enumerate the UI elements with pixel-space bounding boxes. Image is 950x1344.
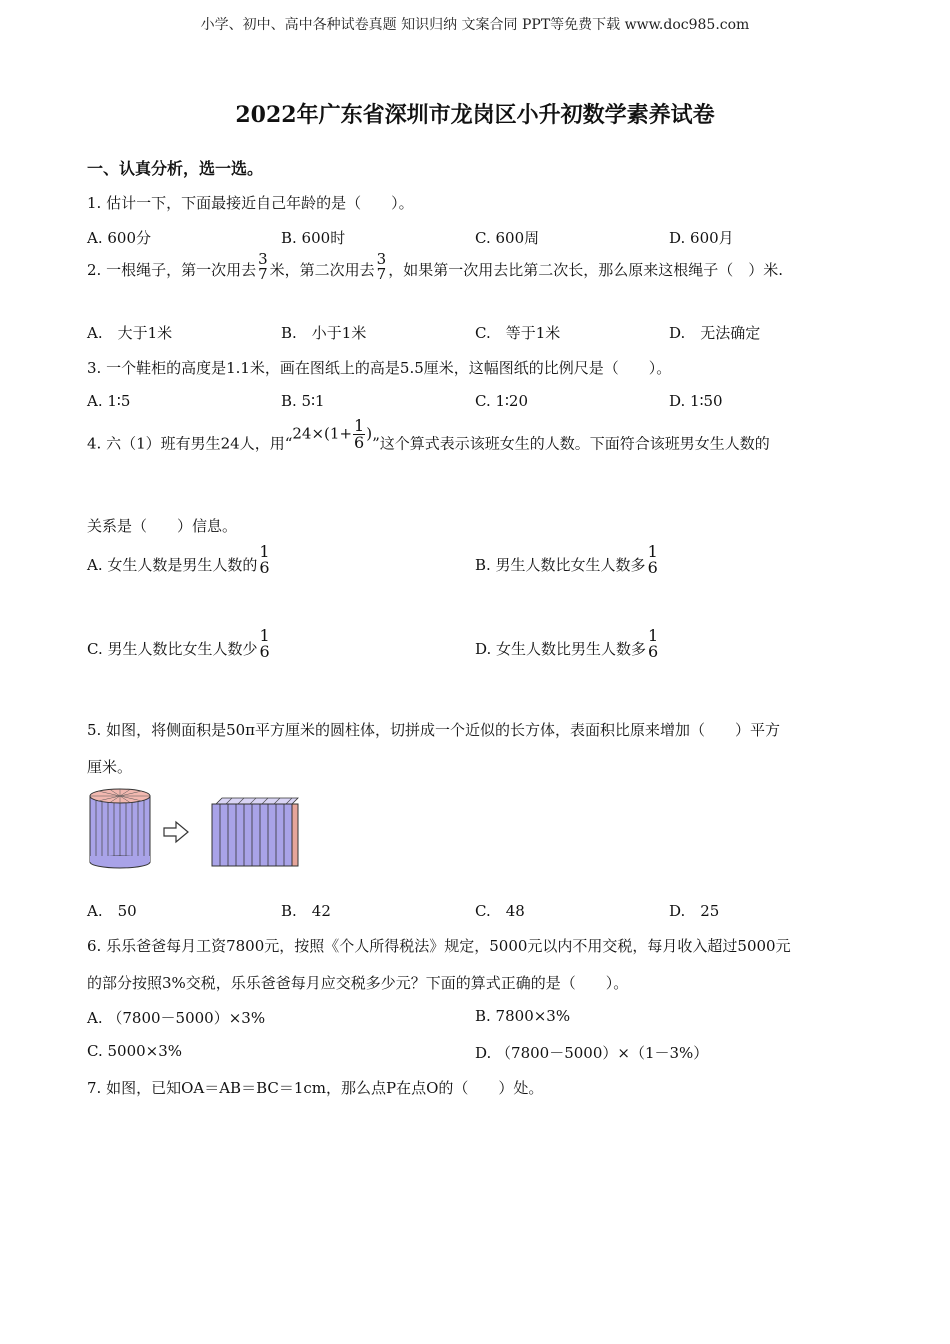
q2-text-3: ，如果第一次用去比第二次长，那么原来这根绳子（ ）米.: [388, 261, 783, 279]
q3-option-b: B. 5∶1: [281, 392, 325, 410]
q4-option-c: C. 男生人数比女生人数少 1 6: [87, 626, 270, 661]
question-5-line-2: 厘米。: [87, 758, 133, 776]
q5-option-c: C. 48: [475, 902, 525, 920]
q4-text-2: ”这个算式表示该班女生的人数。下面符合该班男女生人数的: [372, 434, 770, 453]
q6-option-b: B. 7800×3%: [475, 1007, 571, 1025]
question-5: 5. 如图，将侧面积是50π平方厘米的圆柱体，切拼成一个近似的长方体，表面积比原来增加（ ）平方: [87, 721, 781, 739]
q5-option-d: D. 25: [669, 902, 720, 920]
q6-option-a: A. （7800－5000）×3%: [87, 1009, 266, 1027]
q3-option-a: A. 1∶5: [87, 392, 131, 410]
page-header: 小学、初中、高中各种试卷真题 知识归纳 文案合同 PPT等免费下载 www.doc985.com: [200, 17, 750, 33]
q4-option-a: A. 女生人数是男生人数的 1 6: [87, 542, 270, 577]
q6-option-d: D. （7800－5000）×（1－3%）: [475, 1044, 709, 1062]
question-1: 1. 估计一下，下面最接近自己年龄的是（ ）。: [87, 194, 414, 212]
q4-text-1: 4. 六（1）班有男生24人，用“: [87, 434, 293, 453]
q5-option-b: B. 42: [281, 902, 331, 920]
cylinder-to-cuboid-figure: [86, 786, 302, 872]
q1-option-d: D. 600月: [669, 229, 734, 247]
q3-option-c: C. 1∶20: [475, 392, 529, 410]
q5-option-a: A. 50: [87, 902, 137, 920]
q2-text-2: 米，第二次用去: [269, 261, 375, 279]
cuboid-side: [292, 804, 298, 866]
q1-option-a: A. 600分: [87, 229, 151, 247]
q2-fraction-1: 3 7: [258, 250, 268, 283]
q2-fraction-2: 3 7: [376, 250, 387, 283]
question-3: 3. 一个鞋柜的高度是1.1米，画在图纸上的高是5.5厘米，这幅图纸的比例尺是（ ）。: [87, 359, 672, 377]
q1-option-b: B. 600时: [281, 229, 346, 247]
question-6-line-2: 的部分按照3%交税，乐乐爸爸每月应交税多少元？下面的算式正确的是（ ）。: [87, 974, 629, 992]
question-7: 7. 如图，已知OA＝AB＝BC＝1cm，那么点P在点O的（ ）处。: [87, 1079, 544, 1097]
section-heading: 一、认真分析，选一选。: [87, 159, 264, 178]
page-title: 2022年广东省深圳市龙岗区小升初数学素养试卷: [235, 102, 715, 128]
q4-option-d: D. 女生人数比男生人数多 1 6: [475, 626, 659, 661]
q4-option-b: B. 男生人数比女生人数多 1 6: [475, 542, 658, 577]
q1-option-c: C. 600周: [475, 229, 540, 247]
q2-option-b: B. 小于1米: [281, 324, 367, 342]
q4-formula: 24×(1+ $\frac{1}{6}$ ): [292, 416, 373, 452]
question-2: [87, 250, 783, 286]
q3-option-d: D. 1∶50: [669, 392, 723, 410]
q6-option-c: C. 5000×3%: [87, 1042, 183, 1060]
question-4: [87, 416, 770, 461]
q2-option-d: D. 无法确定: [669, 324, 761, 342]
right-arrow-icon: [164, 822, 188, 842]
question-6: 6. 乐乐爸爸每月工资7800元，按照《个人所得税法》规定，5000元以内不用交税，每月收入超过5000元: [87, 937, 791, 955]
question-4-line-2: 关系是（ ）信息。: [87, 517, 238, 535]
q2-text-1: 2. 一根绳子，第一次用去: [87, 261, 257, 279]
q2-option-a: A. 大于1米: [87, 324, 173, 342]
q2-option-c: C. 等于1米: [475, 324, 561, 342]
